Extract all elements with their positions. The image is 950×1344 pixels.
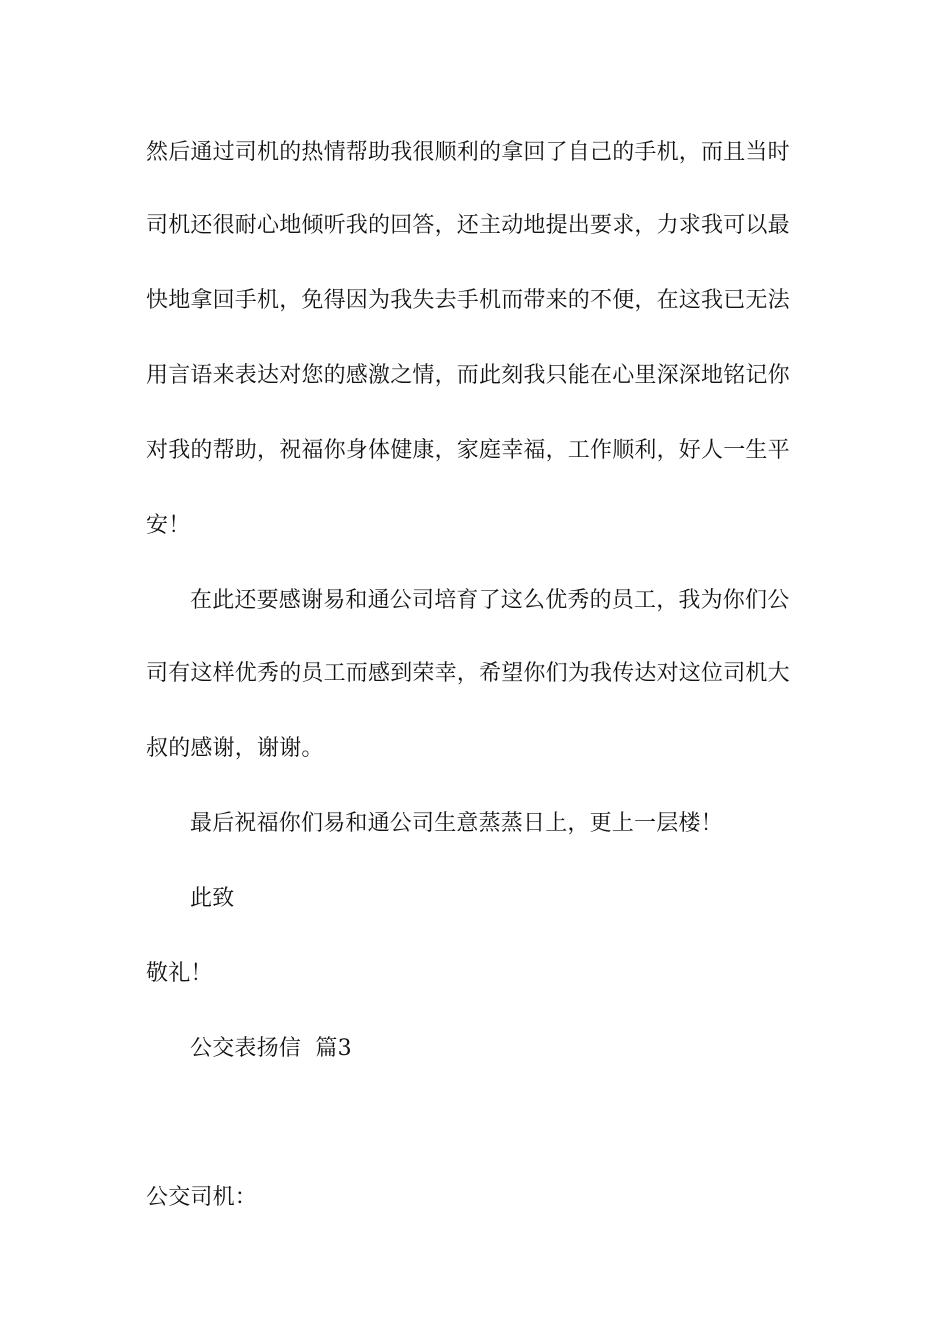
- paragraph-line: 在此还要感谢易和通公司培育了这么优秀的员工，我为你们公: [190, 588, 790, 613]
- paragraph-line: 叔的感谢，谢谢。: [146, 736, 324, 761]
- greeting: 公交司机：: [146, 1185, 258, 1210]
- paragraph-line: 司有这样优秀的员工而感到荣幸，希望你们为我传达对这位司机大: [146, 661, 790, 686]
- paragraph-line: 用言语来表达对您的感激之情，而此刻我只能在心里深深地铭记你: [146, 363, 790, 388]
- paragraph-line: 对我的帮助，祝福你身体健康，家庭幸福，工作顺利，好人一生平: [146, 438, 790, 463]
- closing-phrase: 此致: [190, 886, 235, 911]
- paragraph-line: 然后通过司机的热情帮助我很顺利的拿回了自己的手机，而且当时: [146, 140, 790, 165]
- section-title: 公交表扬信 篇3: [190, 1036, 352, 1061]
- paragraph-line: 安！: [146, 513, 191, 538]
- paragraph-line: 快地拿回手机，免得因为我失去手机而带来的不便，在这我已无法: [146, 288, 790, 313]
- paragraph-line: 司机还很耐心地倾听我的回答，还主动地提出要求，力求我可以最: [146, 213, 790, 238]
- closing-wish-line: 最后祝福你们易和通公司生意蒸蒸日上，更上一层楼！: [190, 811, 723, 836]
- salute: 敬礼！: [146, 961, 213, 986]
